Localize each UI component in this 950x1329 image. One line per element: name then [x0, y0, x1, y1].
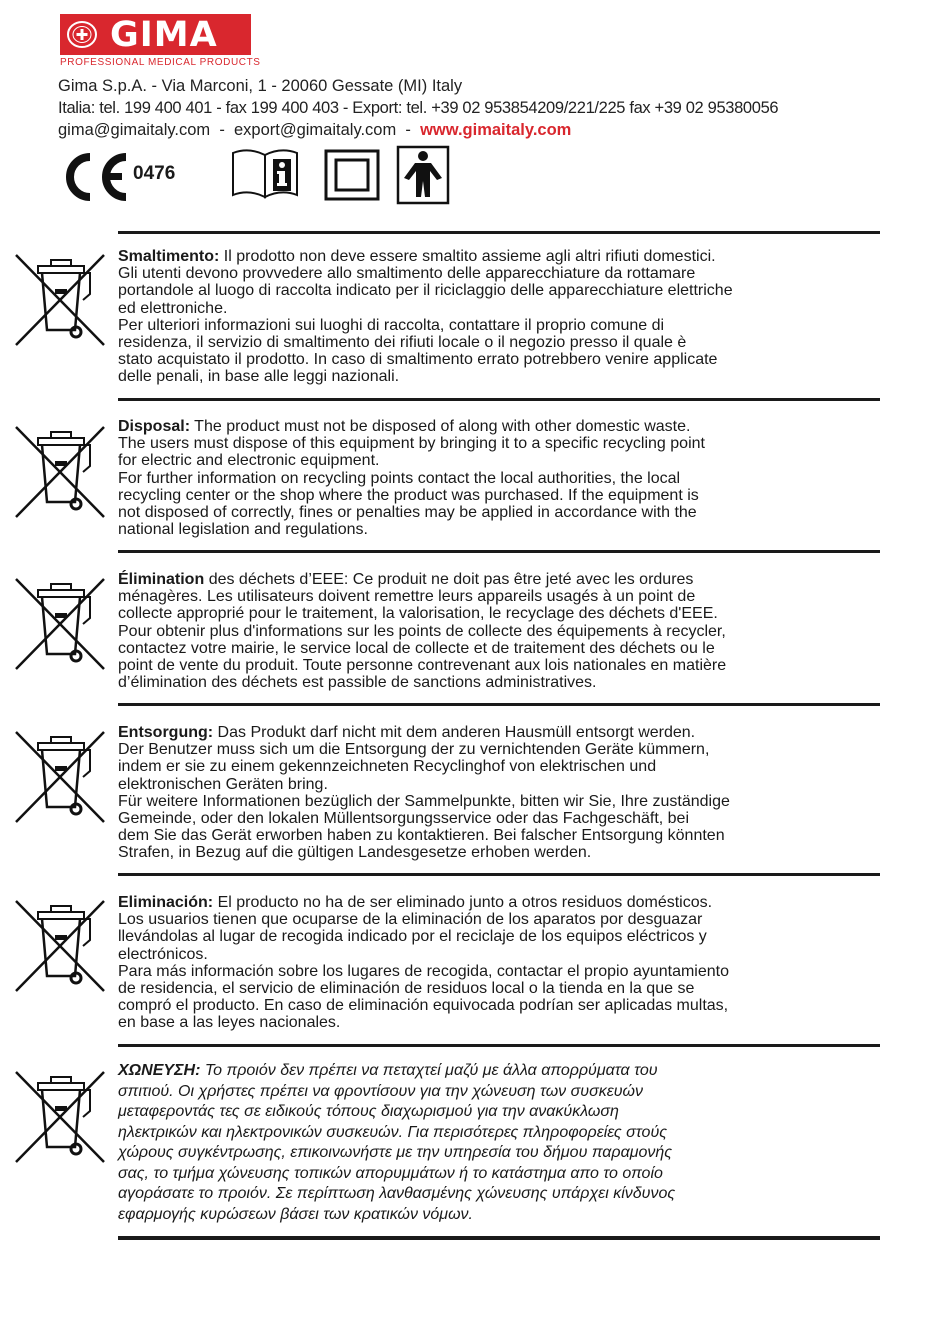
section-divider	[118, 703, 880, 706]
text-line: contactez votre mairie, le service local de collecte et de traitement des déchets ou le	[118, 639, 715, 657]
text-line: Gemeinde, oder den lokalen Müllentsorgungsservice oder das Fachgeschäft, bei	[118, 810, 689, 828]
brand-tagline: PROFESSIONAL MEDICAL PRODUCTS	[60, 57, 261, 68]
section-title: Eliminación:	[118, 894, 214, 911]
section-divider	[118, 1044, 880, 1047]
section-title: Entsorgung:	[118, 724, 214, 741]
text-line: Strafen, in Bezug auf die gültigen Landesgesetze erhoben werden.	[118, 844, 592, 862]
company-contacts	[58, 119, 778, 141]
text-line: Το προιόν δεν πρέπει να πεταχτεί μαζύ με άλλα απορρύματα του	[204, 1062, 658, 1079]
text-line: Das Produkt darf nicht mit dem anderen Hausmüll entsorgt werden.	[217, 724, 696, 741]
consult-instructions-icon	[229, 147, 301, 201]
text-line: χώρους συγκέντρωσης, επικοινωνήστε με την υπηρεσία του δήμου παραμονής	[118, 1144, 673, 1161]
section-divider	[118, 398, 880, 401]
text-line: αγοράσατε το προιόν. Σε περίπτωση λανθασμένης χώνευσης υπάρχει κίνδυνος	[118, 1185, 676, 1202]
text-line: compró el producto. En caso de eliminación equivocada podrían ser aplicadas multas,	[118, 997, 729, 1015]
disposal-text-de	[118, 724, 818, 862]
text-line: Los usuarios tienen que ocuparse de la eliminación de los aparatos por desguazar	[118, 911, 703, 929]
disposal-text-en	[118, 418, 818, 538]
section-title: ΧΩΝΕΥΣΗ:	[118, 1062, 201, 1079]
text-line: en base a las leyes nacionales.	[118, 1014, 341, 1032]
text-line: indem er sie zu einem gekennzeichneten Recyclinghof von elektrischen und	[118, 758, 657, 776]
text-line: portandole al luogo di raccolta indicato per il riciclaggio delle apparecchiature elettriche	[118, 282, 733, 300]
text-line: residenza, il servizio di smaltimento dei rifiuti locale o il negozio presso il quale è	[118, 334, 687, 352]
disposal-text-it	[118, 248, 818, 386]
weee-crossed-bin-icon	[13, 576, 107, 672]
text-line: d’élimination des déchets est passible de sanctions administratives.	[118, 674, 597, 692]
text-line: ed elettroniche.	[118, 299, 228, 317]
section-divider	[118, 550, 880, 553]
text-line: Il prodotto non deve essere smaltito assieme agli altri rifiuti domestici.	[223, 248, 716, 265]
text-line: electrónicos.	[118, 945, 208, 963]
disposal-text-el	[118, 1061, 838, 1225]
text-line: national legislation and regulations.	[118, 521, 368, 539]
text-line: elektronischen Geräten bring.	[118, 775, 328, 793]
section-title: Smaltimento:	[118, 248, 220, 265]
company-info	[58, 75, 778, 141]
weee-crossed-bin-icon	[13, 729, 107, 825]
text-line: σπιτιού. Οι χρήστες πρέπει να φροντίσουν για την χώνευση των συσκευών	[118, 1082, 644, 1100]
text-line: dem Sie das Gerät erworben haben zu kontaktieren. Bei falscher Entsorgung könnten	[118, 827, 725, 845]
text-line: Para más información sobre los lugares de recogida, contactar el propio ayuntamiento	[118, 962, 729, 980]
section-divider	[118, 873, 880, 876]
text-line: εφαρμογής κυρώσεων βάσει των κρατικών νόμων.	[118, 1205, 473, 1223]
type-bf-icon	[396, 145, 450, 205]
gima-seal-icon	[66, 20, 98, 49]
text-line: recycling center or the shop where the product was purchased. If the equipment is	[118, 486, 699, 504]
text-line: not disposed of correctly, fines or penalties may be applied in accordance with the	[118, 504, 697, 522]
company-address: Gima S.p.A. - Via Marconi, 1 - 20060 Gessate (MI) Italy	[58, 77, 463, 95]
company-website-link[interactable]: www.gimaitaly.com	[420, 121, 572, 139]
text-line: point de vente du produit. Toute personne contrevenant aux lois nationales en matière	[118, 657, 727, 675]
text-line: Pour obtenir plus d'informations sur les points de collecte des équipements à recycler,	[118, 622, 726, 640]
text-line: for electric and electronic equipment.	[118, 452, 380, 470]
text-line: μεταφεροντάς τες σε ειδικούς τόπους διαχωρισμού για την ανακύκλωση	[118, 1103, 619, 1120]
text-line: ménagères. Les utilisateurs doivent remettre leurs appareils usagés à un point de	[118, 588, 696, 606]
text-line: llevándolas al lugar de recogida indicado por el reciclaje de los equipos eléctricos y	[118, 928, 707, 946]
text-line: de residencia, el servicio de eliminación de residuos local o la tienda en la que se	[118, 980, 695, 998]
brand-name: GIMA	[110, 15, 218, 55]
disposal-text-es	[118, 894, 818, 1032]
weee-crossed-bin-icon	[13, 424, 107, 520]
text-line: Für weitere Informationen bezüglich der Sammelpunkte, bitten wir Sie, Ihre zuständige	[118, 792, 730, 810]
text-line: Per ulteriori informazioni sui luoghi di raccolta, contattare il proprio comune di	[118, 316, 665, 334]
text-line: delle penali, in base alle leggi nazionali.	[118, 368, 400, 386]
text-line: El producto no ha de ser eliminado junto a otros residuos domésticos.	[217, 894, 713, 911]
text-line: des déchets d’EEE: Ce produit ne doit pas être jeté avec les ordures	[208, 571, 694, 588]
text-line: stato acquistato il prodotto. In caso di smaltimento errato potrebbero venire applicate	[118, 351, 718, 369]
text-line: Gli utenti devono provvedere allo smaltimento delle apparecchiature da rottamare	[118, 265, 696, 283]
disposal-text-fr	[118, 571, 818, 691]
text-line: σας, το τμήμα χώνευσης τοπικών απορυμμάτων ή το κατάστημα απο το οποίο	[118, 1164, 663, 1182]
ce-mark-icon	[60, 149, 132, 203]
text-line: The product must not be disposed of along with other domestic waste.	[194, 418, 691, 435]
weee-crossed-bin-icon	[13, 252, 107, 348]
class-ii-icon	[324, 149, 380, 201]
text-line: ηλεκτρικών και ηλεκτρονικών συσκευών. Για περισότερες πληροφορείες στούς	[118, 1123, 668, 1141]
text-line: Der Benutzer muss sich um die Entsorgung der zu vernichtenden Geräte kümmern,	[118, 741, 710, 759]
text-line: collecte approprié pour le traitement, la valorisation, le recyclage des déchets d'EEE.	[118, 605, 718, 623]
weee-crossed-bin-icon	[13, 898, 107, 994]
company-emails: gima@gimaitaly.com - export@gimaitaly.com -	[58, 121, 421, 139]
gima-logo	[60, 14, 251, 55]
bottom-divider	[118, 1236, 880, 1240]
text-line: For further information on recycling points contact the local authorities, the local	[118, 469, 681, 487]
text-line: The users must dispose of this equipment by bringing it to a specific recycling point	[118, 435, 705, 453]
section-title: Disposal:	[118, 418, 191, 435]
section-divider	[118, 231, 880, 234]
section-title: Élimination	[118, 571, 205, 588]
ce-notified-body-number: 0476	[133, 163, 176, 184]
weee-crossed-bin-icon	[13, 1069, 107, 1165]
company-phone: Italia: tel. 199 400 401 - fax 199 400 403 - Export: tel. +39 02 953854209/221/225 fax +39 02 95380056	[58, 99, 779, 117]
